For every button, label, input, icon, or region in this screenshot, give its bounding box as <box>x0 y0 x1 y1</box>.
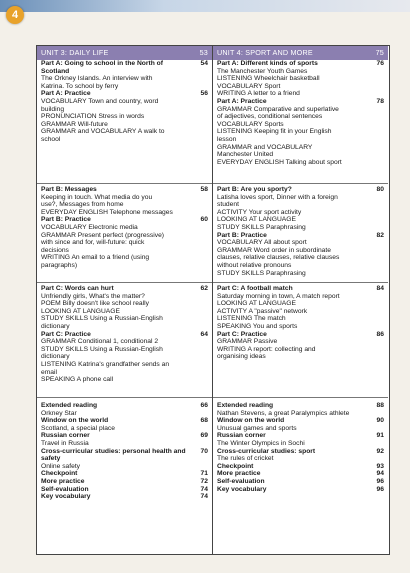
unit3-part-c-group: Part C: Words can hurt 62 Unfriendly girls, What's the matter? POEM Billy doesn't like school really LOOKING AT LANGUAGE STUDY SKILLS Using a Russian-English dictionary Part C: Practice 64 GRAMMAR Conditional 1, conditional 2 STUDY SKILLS Using a Russian-English dictionary LISTENING Katrina's grandfather sends an email SPEAKING A phone call <box>37 283 212 398</box>
toc-entry[interactable]: Part A: Different kinds of sports 76 <box>217 60 384 67</box>
contents-table <box>36 45 390 555</box>
page-number-badge: 4 <box>6 6 24 24</box>
unit4-part-c-group: Part C: A football match 84 Saturday morning in town, A match report LOOKING AT LANGUAGE ACTIVITY A "passive" network LISTENING The match SPEAKING You and sports Part C: Practice 86 GRAMMAR Passive WRITING A report: collecting and organising ideas <box>213 283 388 398</box>
toc-entry[interactable]: Key vocabulary 96 <box>217 485 384 493</box>
toc-entry[interactable]: Part B: Messages 58 <box>41 186 208 193</box>
toc-entry[interactable]: Part C: Words can hurt 62 <box>41 285 208 292</box>
toc-entry[interactable]: More practice 94 <box>217 470 384 478</box>
toc-entry[interactable]: Part C: Practice 64 <box>41 330 208 338</box>
toc-entry[interactable]: Checkpoint 71 <box>41 470 208 478</box>
toc-entry[interactable]: Key vocabulary 74 <box>41 493 208 501</box>
toc-entry[interactable]: Window on the world 90 <box>217 417 384 425</box>
toc-entry[interactable]: Part A: Going to school in the North of Scotland 54 <box>41 60 208 75</box>
unit4-part-a-group: Part A: Different kinds of sports 76 The Manchester Youth Games LISTENING Wheelchair basketball VOCABULARY Sport WRITING A letter to a friend Part A: Practice 78 GRAMMAR Comparative and superlative of adjectives, conditional sentences VOCABULARY Sports LISTENING Keeping fit in your English lesson GRAMMAR and VOCABULARY Manchester United EVERYDAY ENGLISH Talking about sport <box>213 60 388 184</box>
unit4-column <box>213 46 388 554</box>
unit3-part-b-group: Part B: Messages 58 Keeping in touch. What media do you use?, Messages from home EVERYDAY ENGLISH Telephone messages Part B: Practice 60 VOCABULARY Electronic media GRAMMAR Present perfect (progressive) with since and for, will-future: quick decisions WRITING An email to a friend (using paragraphs) <box>37 184 212 283</box>
toc-entry[interactable]: Cross-curricular studies: sport 92 <box>217 447 384 455</box>
top-strip <box>0 0 410 12</box>
toc-entry[interactable]: More practice 72 <box>41 477 208 485</box>
toc-entry[interactable]: Russian corner 69 <box>41 432 208 440</box>
toc-entry[interactable]: Extended reading 66 <box>41 402 208 409</box>
unit3-part-a-group: Part A: Going to school in the North of Scotland 54 The Orkney Islands. An interview with Katrina. To school by ferry Part A: Practice 56 VOCABULARY Town and country, word building PRONUNCIATION Stress in words GRAMMAR Will-future GRAMMAR and VOCABULARY A walk to school <box>37 60 212 184</box>
unit4-title: UNIT 4: SPORT AND MORE <box>217 48 313 58</box>
unit4-page: 75 <box>375 48 384 58</box>
toc-entry[interactable]: Part B: Practice 60 <box>41 216 208 224</box>
toc-entry[interactable]: Part C: Practice 86 <box>217 330 384 338</box>
toc-entry[interactable]: Cross-curricular studies: personal health and safety 70 <box>41 447 208 463</box>
toc-entry[interactable]: Russian corner 91 <box>217 432 384 440</box>
unit3-title: UNIT 3: DAILY LIFE <box>41 48 109 58</box>
unit4-header <box>213 46 388 60</box>
toc-entry[interactable]: Part B: Are you sporty? 80 <box>217 186 384 193</box>
unit3-header <box>37 46 212 60</box>
toc-entry[interactable]: Part A: Practice 78 <box>217 97 384 105</box>
toc-entry[interactable]: Extended reading 88 <box>217 402 384 409</box>
toc-entry[interactable]: Part B: Practice 82 <box>217 231 384 239</box>
toc-entry[interactable]: Checkpoint 93 <box>217 462 384 470</box>
toc-entry[interactable]: Self-evaluation 74 <box>41 485 208 493</box>
unit4-part-b-group: Part B: Are you sporty? 80 Latisha loves sport, Dinner with a foreign student ACTIVITY Your sport activity LOOKING AT LANGUAGE STUDY SKILLS Paraphrasing Part B: Practice 82 VOCABULARY All about sport GRAMMAR Word order in subordinate clauses, relative clauses, relative clauses without relative pronouns STUDY SKILLS Paraphrasing <box>213 184 388 283</box>
toc-entry[interactable]: Window on the world 68 <box>41 417 208 425</box>
toc-entry[interactable]: Self-evaluation 96 <box>217 477 384 485</box>
toc-entry[interactable]: Part C: A football match 84 <box>217 285 384 292</box>
unit3-column <box>37 46 213 554</box>
unit3-page: 53 <box>199 48 208 58</box>
toc-entry[interactable]: Part A: Practice 56 <box>41 90 208 98</box>
unit4-extras-group: Extended reading 88 Nathan Stevens, a great Paralympics athlete Window on the world 90 Unusual games and sports Russian corner 91 The Winter Olympics in Sochi Cross-curricular studies: sport 92 The rules of cricket Checkpoint 93 More practice 94 Self-evaluation 96 Key vocabulary 96 <box>217 402 384 493</box>
unit3-extras-group: Extended reading 66 Orkney Star Window on the world 68 Scotland, a special place Russian corner 69 Travel in Russia Cross-curricular studies: personal health and safety 70 Online safety Checkpoint 71 More practice 72 Self-evaluation 74 Key vocabulary 74 <box>41 402 208 501</box>
